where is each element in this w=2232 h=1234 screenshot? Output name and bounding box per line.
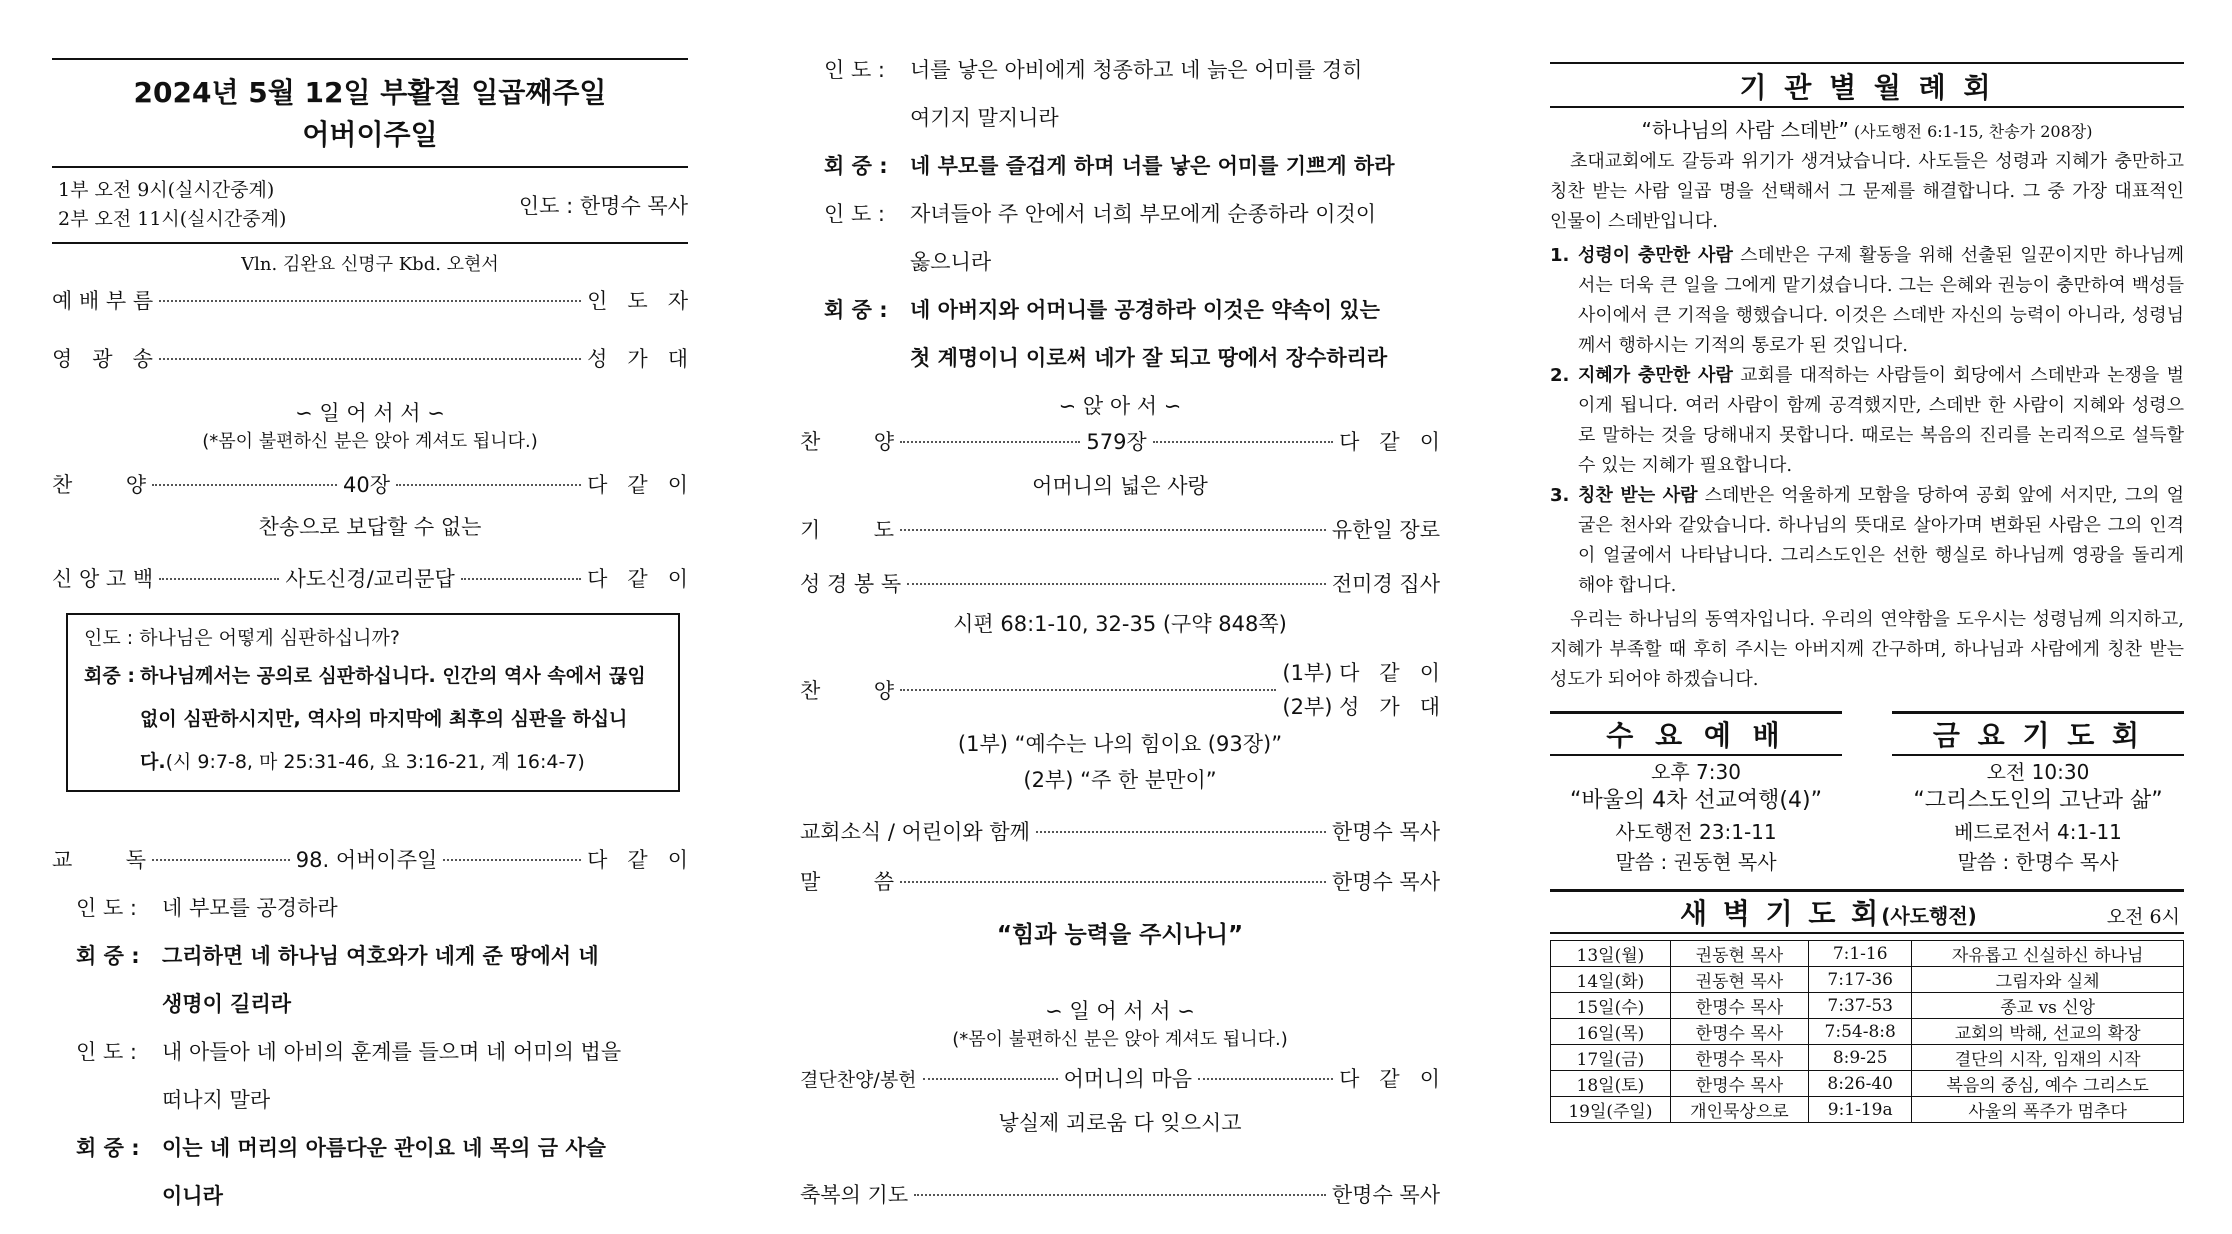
meeting-point: 1. 성령이 충만한 사람 스데반은 구제 활동을 위해 선출된 일꾼이지만 하나님께서는 더욱 큰 일을 그에게 맡기셨습니다. 그는 은혜와 권능이 충만하여 백성들 사이에서 큰 기적을 행했습니다. 이것은 스데반 자신의 능력이 아니라, 성령님께서 행하시는 기적의 통로가 된 것입니다. (1550, 245, 2184, 356)
meeting-topic: “하나님의 사람 스데반” (사도행전 6:1-15, 찬송가 208장) (1641, 118, 2093, 142)
meeting-closing: 우리는 하나님의 동역자입니다. 우리의 연약함을 도우시는 성령님께 의지하고, 지혜가 부족할 때 후히 주시는 아버지께 간구하며, 하나님과 사람에게 칭찬 받는 성도가 되어야 하겠습니다. (1550, 609, 2184, 690)
responsive-reading-lines (52, 884, 688, 1220)
order-scripture: 성 경 봉 독 전미경 집사 (800, 572, 1440, 596)
order-hymn: 찬 양 40장 다 같 이 (52, 473, 689, 497)
order-news: 교회소식 / 어린이와 함께 한명수 목사 (800, 820, 1440, 844)
schedule-row: 17일(금) 한명수 목사 8:9-25 결단의 시작, 임재의 시작 (1551, 1045, 2184, 1071)
schedule-row: 19일(주일) 개인묵상으로 9:1-19a 사울의 폭주가 멈추다 (1551, 1097, 2184, 1123)
service-times (52, 176, 688, 234)
bulletin-title: 2024년 5월 12일 부활절 일곱째주일 (133, 76, 607, 109)
order-sermon: 말 씀 한명수 목사 (800, 870, 1440, 894)
title-rule (52, 166, 688, 168)
anthem-titles: (1부) “예수는 나의 힘이요 (93장)” (2부) “주 한 분만이” (957, 732, 1283, 792)
order-hymn-2: 찬 양 579장 다 같 이 (800, 430, 1440, 454)
wednesday-service: 수 요 예 배 오후 7:30 “바울의 4차 선교여행(4)” 사도행전 23:1-11 말씀 : 권동현 목사 (1550, 711, 1842, 877)
leader-line: 인 도 : 자녀들아 주 안에서 너희 부모에게 순종하라 이것이 옳으니라 (824, 202, 1377, 274)
order-creed: 신 앙 고 백 사도신경/교리문답 다 같 이 (52, 567, 688, 591)
congregation-line: 회 중 : 네 아버지와 어머니를 공경하라 이것은 약속이 있는 첫 계명이니 이로써 네가 잘 되고 땅에서 장수하리라 (824, 298, 1388, 370)
order-prayer: 기 도 유한일 장로 (800, 518, 1440, 542)
monthly-meeting-title: 기 관 별 월 례 회 (1550, 66, 2184, 108)
schedule-row: 16일(목) 한명수 목사 7:54-8:8 교회의 박해, 선교의 확장 (1551, 1019, 2184, 1045)
meeting-point: 2. 지혜가 충만한 사람 교회를 대적하는 사람들이 회당에서 스데반과 논쟁을 벌이게 됩니다. 여러 사람이 함께 공격했지만, 스데반 한 사람이 지혜와 성령으로 말하는 것을 당해내지 못합니다. 때로는 복음의 진리를 논리적으로 설득할 수 있는 지혜가 필요합니다. (1550, 365, 2184, 476)
top-rule (52, 58, 688, 60)
left-column (52, 0, 688, 1220)
times-rule (52, 242, 688, 244)
sermon-title: “힘과 능력을 주시나니” (996, 922, 1244, 948)
hymn-title: 찬송으로 보답할 수 없는 (258, 515, 482, 539)
dawn-prayer-header: 새 벽 기 도 회(사도행전) 오전 6시 (1550, 889, 2184, 934)
hymn-2-title: 어머니의 넓은 사랑 (1032, 474, 1208, 498)
stand-instruction-2: ∽ 일 어 서 서 ∽ (1045, 999, 1195, 1023)
order-anthem: 찬 양 (1부) 다 같 이 (2부) 성 가 대 (800, 661, 1440, 719)
catechism-question: 인도 : 하나님은 어떻게 심판하십니까? (84, 627, 400, 649)
meeting-intro: 초대교회에도 갈등과 위기가 생겨났습니다. 사도들은 성령과 지혜가 충만하고 칭찬 받는 사람 일곱 명을 선택해서 그 문제를 해결합니다. 그 중 가장 대표적인 인물이 스데반입니다. (1550, 151, 2184, 232)
weekly-services (1550, 711, 2184, 877)
stand-instruction: ∽ 일 어 서 서 ∽ (295, 401, 445, 425)
order-responsive-reading: 교 독 98. 어버이주일 다 같 이 (52, 848, 689, 872)
stand-note: (*몸이 불편하신 분은 앉아 계셔도 됩니다.) (202, 431, 538, 452)
meeting-points (1550, 241, 2184, 601)
order-dedication: 결단찬양/봉헌 어머니의 마음 다 같 이 (800, 1067, 1441, 1091)
stand-note-2: (*몸이 불편하신 분은 앉아 계셔도 됩니다.) (952, 1029, 1288, 1050)
leader-line: 인 도 : 네 부모를 공경하라 (76, 896, 338, 920)
order-call-to-worship: 예 배 부 름 인 도 자 (52, 289, 688, 313)
friday-prayer: 금 요 기 도 회 오전 10:30 “그리스도인의 고난과 삶” 베드로전서 4:1-11 말씀 : 한명수 목사 (1892, 711, 2184, 877)
dedication-title: 낳실제 괴로움 다 잊으시고 (998, 1111, 1242, 1135)
middle-column (800, 0, 1440, 1219)
service-1: 1부 오전 9시(실시간중계) (58, 179, 275, 201)
leader: 인도 : 한명수 목사 (518, 194, 688, 218)
schedule-row: 13일(월) 권동현 목사 7:1-16 자유롭고 신실하신 하나님 (1551, 941, 2184, 967)
musicians: Vln. 김완요 신명구 Kbd. 오현서 (241, 254, 499, 275)
responsive-reading-continued (800, 46, 1440, 382)
dawn-prayer-schedule (1550, 940, 2184, 1123)
leader-line: 인 도 : 내 아들아 네 아비의 훈계를 들으며 네 어미의 법을 떠나지 말라 (76, 1040, 622, 1112)
bulletin-subtitle: 어버이주일 (302, 118, 438, 151)
schedule-row: 14일(화) 권동현 목사 7:17-36 그림자와 실체 (1551, 967, 2184, 993)
congregation-line: 회 중 : 네 부모를 즐겁게 하며 너를 낳은 어미를 기쁘게 하라 (824, 154, 1395, 178)
meeting-point: 3. 칭찬 받는 사람 스데반은 억울하게 모함을 당하여 공회 앞에 서지만, 그의 얼굴은 천사와 같았습니다. 하나님의 뜻대로 살아가며 변화된 사람은 그의 인격이 얼굴에서 나타납니다. 그리스도인은 선한 행실로 하나님께 영광을 돌리게 해야 합니다. (1550, 485, 2184, 596)
catechism-box (66, 613, 680, 792)
congregation-line: 회 중 : 이는 네 머리의 아름다운 관이요 네 목의 금 사슬 이니라 (76, 1136, 606, 1208)
sit-instruction: ∽ 앉 아 서 ∽ (1058, 394, 1182, 418)
order-benediction: 축복의 기도 한명수 목사 (800, 1183, 1440, 1207)
scripture-ref: 시편 68:1-10, 32-35 (구약 848쪽) (953, 612, 1287, 636)
leader-line: 인 도 : 너를 낳은 아비에게 청종하고 네 늙은 어미를 경히 여기지 말지니라 (824, 58, 1363, 130)
catechism-answer: 회중 : 하나님께서는 공의로 심판하십니다. 인간의 역사 속에서 끊임 없이 심판하시지만, 역사의 마지막에 최후의 심판을 하십니 다.(시 9:7-8, 마 25:31-46, 요 3:16-21, 계 16:4-7) (84, 665, 646, 773)
right-column (1550, 0, 2184, 1123)
schedule-row: 15일(수) 한명수 목사 7:37-53 종교 vs 신앙 (1551, 993, 2184, 1019)
right-top-rule (1550, 62, 2184, 64)
order-gloria: 영 광 송 성 가 대 (52, 347, 688, 371)
service-2: 2부 오전 11시(실시간중계) (58, 208, 287, 230)
congregation-line: 회 중 : 그리하면 네 하나님 여호와가 네게 준 땅에서 네 생명이 길리라 (76, 944, 599, 1016)
schedule-row: 18일(토) 한명수 목사 8:26-40 복음의 중심, 예수 그리스도 (1551, 1071, 2184, 1097)
